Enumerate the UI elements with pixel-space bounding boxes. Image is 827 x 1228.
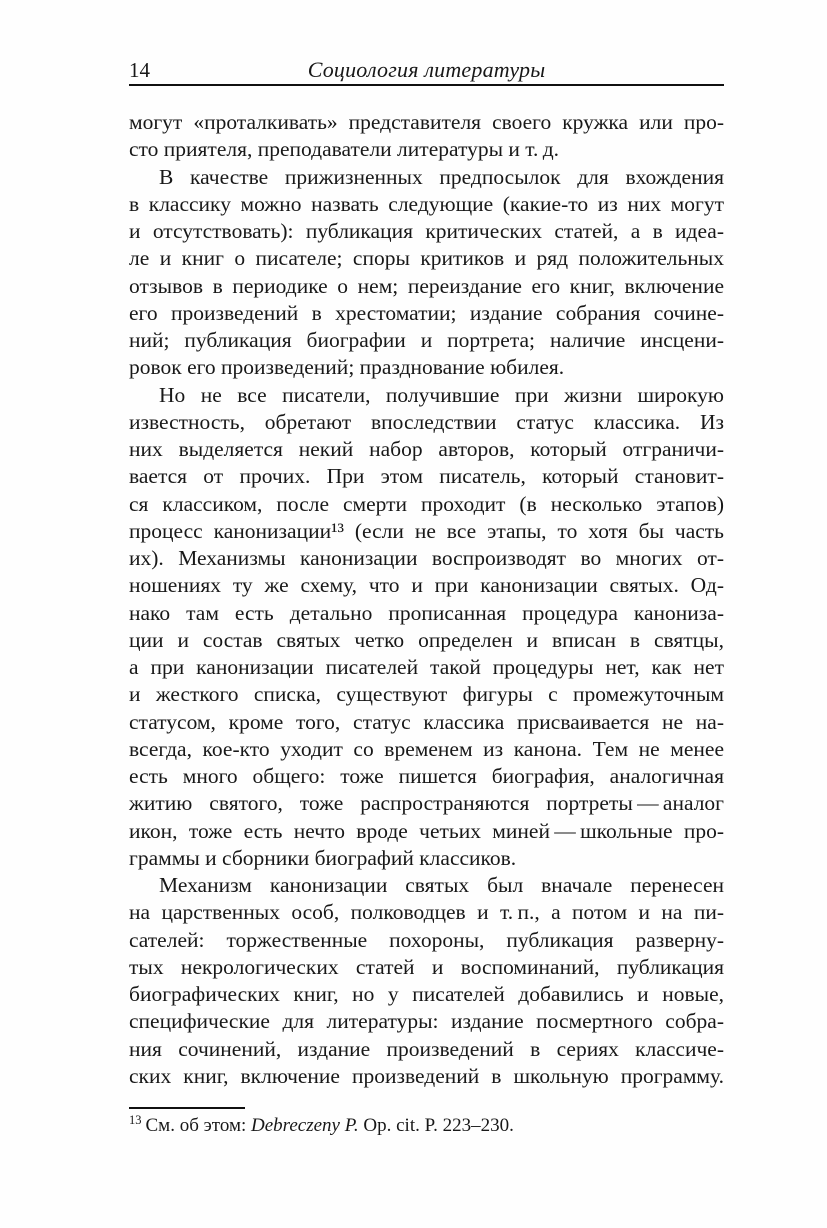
text-line: граммы и сборники биографий классиков.	[129, 845, 517, 870]
footnote-marker: 13	[129, 1112, 142, 1127]
body-text	[129, 109, 724, 1090]
text-line: могут «проталкивать» представителя своего кружка или про-	[129, 110, 724, 134]
text-line: ских книг, включение произведений в школьную программу.	[129, 1063, 724, 1088]
footnote-rule	[129, 1107, 245, 1109]
text-line: отзывов в периодике о нем; переиздание его книг, включение	[129, 273, 724, 298]
running-header: Социология литературы	[307, 57, 546, 82]
text-line: известность, обретают впоследствии статус классика. Из	[129, 409, 724, 434]
text-line: есть много общего: тоже пишется биография, аналогичная	[129, 764, 724, 788]
text-line: их). Механизмы канонизации воспроизводят во многих от-	[129, 546, 724, 570]
text-line: специфические для литературы: издание посмертного собра-	[129, 1009, 724, 1034]
text-line: статусом, кроме того, статус классика присваивается не на-	[129, 709, 724, 734]
text-line: всегда, кое-кто уходит со временем из канона. Тем не менее	[129, 736, 724, 761]
text-line: житию святого, тоже распространяются портреты — аналог	[129, 791, 724, 816]
text-line: ле и книг о писателе; споры критиков и ряд положительных	[129, 246, 724, 271]
footnote-segment: Debreczeny P.	[251, 1115, 359, 1136]
text-line: сателей: торжественные похороны, публикация разверну-	[129, 927, 724, 952]
text-line: и жесткого списка, существуют фигуры с промежуточным	[129, 682, 724, 707]
text-line: в классику можно назвать следующие (какие-то из них могут	[129, 191, 724, 216]
text-line: Но не все писатели, получившие при жизни широкую	[159, 382, 724, 407]
text-line: биографических книг, но у писателей добавились и новые,	[129, 982, 724, 1006]
text-line: ся классиком, после смерти проходит (в несколько этапов)	[129, 491, 724, 516]
page-header	[129, 57, 724, 83]
text-line: ний; публикация биографии и портрета; наличие инсцени-	[129, 328, 724, 352]
text-line: сто приятеля, преподаватели литературы и т. д.	[129, 137, 560, 162]
text-line: тых некрологических статей и воспоминаний, публикация	[129, 954, 724, 979]
page-number: 14	[129, 58, 150, 82]
footnote-text	[146, 1115, 514, 1136]
header-rule	[129, 84, 724, 86]
footnote-segment: См. об этом:	[145, 1115, 252, 1136]
text-line: икон, тоже есть нечто вроде четьих миней — школьные про-	[129, 818, 724, 843]
text-line: его произведений в хрестоматии; издание собрания сочине-	[129, 300, 724, 325]
text-line: ции и состав святых четко определен и вписан в святцы,	[129, 627, 724, 652]
text-line: нако там есть детально прописанная процедура канониза-	[129, 600, 724, 625]
footnote-segment: Op. cit. P. 223–230.	[358, 1115, 514, 1136]
text-line: вается от прочих. При этом писатель, который становит-	[129, 464, 724, 489]
text-line: В качестве прижизненных предпосылок для вхождения	[159, 164, 724, 189]
text-line: них выделяется некий набор авторов, который отграничи-	[129, 437, 724, 461]
text-line: ния сочинений, издание произведений в сериях классиче-	[129, 1036, 724, 1061]
text-line: а при канонизации писателей такой процедуры нет, как нет	[129, 655, 724, 679]
text-line: на царственных особ, полководцев и т. п., а потом и на пи-	[129, 900, 724, 925]
text-line: и отсутствовать): публикация критических статей, а в идеа-	[129, 219, 724, 243]
text-line: ношениях ту же схему, что и при канонизации святых. Од-	[129, 573, 724, 598]
text-line: ровок его произведений; празднование юбилея.	[129, 355, 565, 380]
footnote	[129, 1113, 724, 1139]
text-line: Механизм канонизации святых был вначале перенесен	[159, 873, 724, 897]
text-line: процесс канонизации¹³ (если не все этапы, то хотя бы часть	[129, 518, 724, 543]
